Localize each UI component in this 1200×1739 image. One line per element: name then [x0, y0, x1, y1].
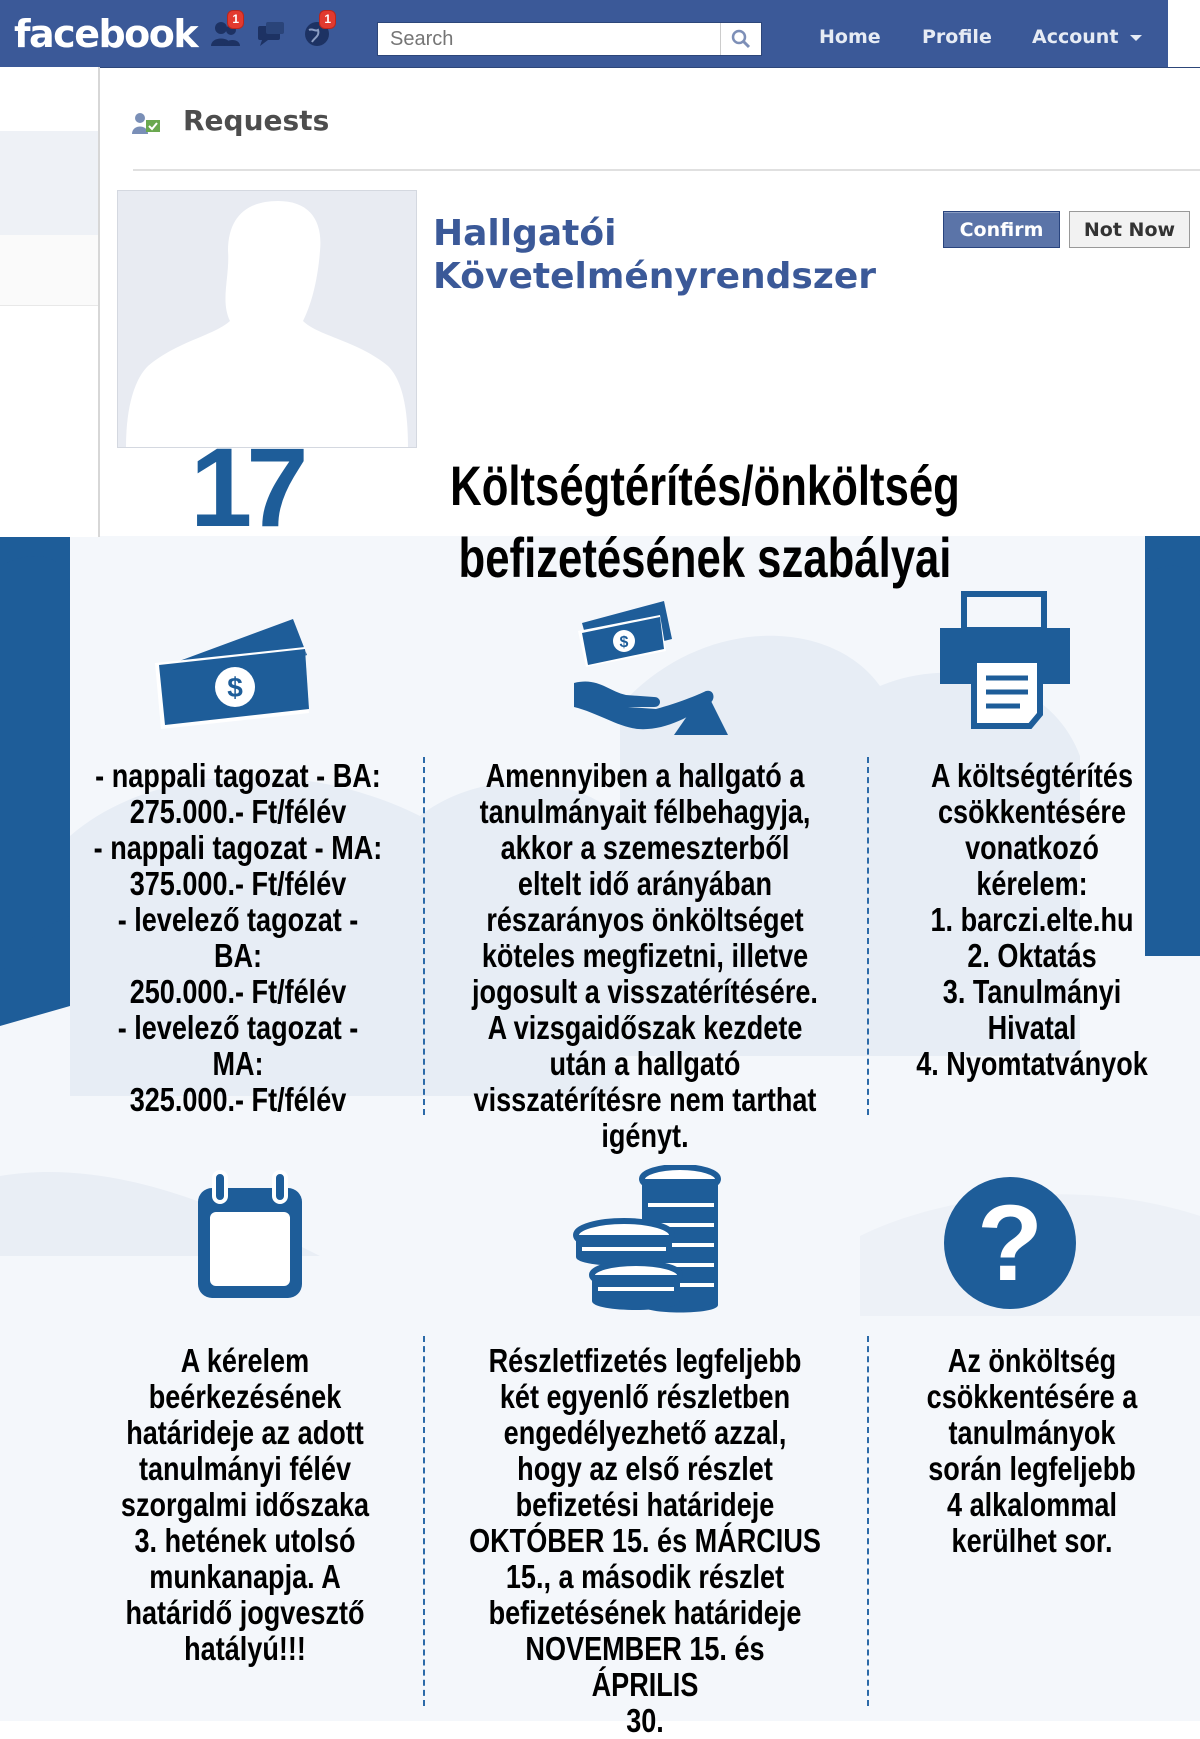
not-now-button[interactable]: Not Now [1069, 211, 1190, 248]
nav-profile[interactable]: Profile [922, 26, 992, 48]
sidebar-highlight [0, 131, 98, 235]
search-box[interactable] [377, 22, 762, 56]
reduction-request-text: A költségtérítés csökkentésére vonatkozó kérelem: 1. barczi.elte.hu 2. Oktatás 3. Tanulmányi Hivatal 4. Nyomtatványok [916, 757, 1148, 1082]
calendar-icon [192, 1168, 308, 1304]
confirm-button[interactable]: Confirm [943, 211, 1060, 248]
request-sender-name-line1: Hallgatói [433, 213, 617, 254]
svg-text:?: ? [977, 1182, 1043, 1303]
question-icon [943, 1176, 1077, 1310]
infographic-title: Költségtérítés/önköltség befizetésének szabályai [450, 454, 960, 589]
left-sidebar [0, 67, 100, 537]
request-sender-name-line2: Követelményrendszer [433, 256, 876, 297]
svg-text:$: $ [227, 672, 243, 703]
hand-money-icon [568, 595, 728, 735]
sidebar-item[interactable] [0, 235, 98, 306]
topbar-edge [1168, 0, 1200, 67]
request-sender-name[interactable] [433, 212, 876, 298]
chevron-down-icon [1129, 33, 1143, 43]
nav-account[interactable] [1032, 26, 1143, 48]
separator [867, 1336, 869, 1706]
item-number: 17 [190, 425, 303, 550]
nav-account-label: Account [1032, 26, 1119, 48]
search-input[interactable] [388, 23, 722, 55]
deadline-text: A kérelem beérkezésének határideje az adott tanulmányi félév szorgalmi időszaka 3. hetének utolsó munkanapja. A határidő jogvesztő hatályú!!! [120, 1342, 370, 1667]
notifications-jewel[interactable] [300, 12, 334, 50]
search-button[interactable] [720, 23, 761, 55]
installment-text: Részletfizetés legfeljebb két egyenlő részletben engedélyezhető azzal, hogy az első részlet befizetési határideje OKTÓBER 15. és MÁRCIUS 15., a második részlet befizetésének határideje NOVEMBER 15. és ÁPRILIS 30. [469, 1342, 821, 1739]
notifications-badge: 1 [319, 10, 336, 29]
search-icon [721, 23, 761, 55]
messages-icon [254, 16, 288, 50]
svg-text:$: $ [619, 634, 629, 651]
friend-requests-badge: 1 [227, 10, 244, 29]
requests-heading: Requests [183, 104, 330, 137]
separator [423, 1336, 425, 1706]
friend-requests-jewel[interactable] [208, 12, 242, 50]
reduction-limit-text: Az önköltség csökkentésére a tanulmányok során legfeljebb 4 alkalommal kerülhet sor. [926, 1342, 1138, 1559]
requests-divider [133, 169, 1200, 171]
coins-icon [568, 1165, 728, 1315]
messages-jewel[interactable] [254, 16, 288, 50]
avatar[interactable] [117, 190, 417, 448]
nav-home[interactable]: Home [819, 26, 881, 48]
fee-list-text: - nappali tagozat - BA: 275.000.- Ft/félév - nappali tagozat - MA: 375.000.- Ft/félév - levelező tagozat - BA: 250.000.- Ft/félév - levelező tagozat - MA: 325.000.- Ft/félév [93, 757, 383, 1118]
facebook-top-bar [0, 0, 1200, 68]
requests-icon [130, 110, 164, 136]
separator [423, 757, 425, 1115]
default-profile-silhouette-icon [118, 191, 416, 447]
refund-rules-text: Amennyiben a hallgató a tanulmányait félbehagyja, akkor a szemeszterből eltelt idő arányában részarányos önköltséget köteles megfizetni, illetve jogosult a visszatérítésére. A vizsgaidőszak kezdete után a hallgató visszatérítésre nem tarthat igényt. [472, 757, 818, 1154]
printer-icon [936, 590, 1076, 730]
money-icon [155, 605, 315, 735]
facebook-logo[interactable]: facebook [14, 12, 198, 56]
separator [867, 757, 869, 1115]
